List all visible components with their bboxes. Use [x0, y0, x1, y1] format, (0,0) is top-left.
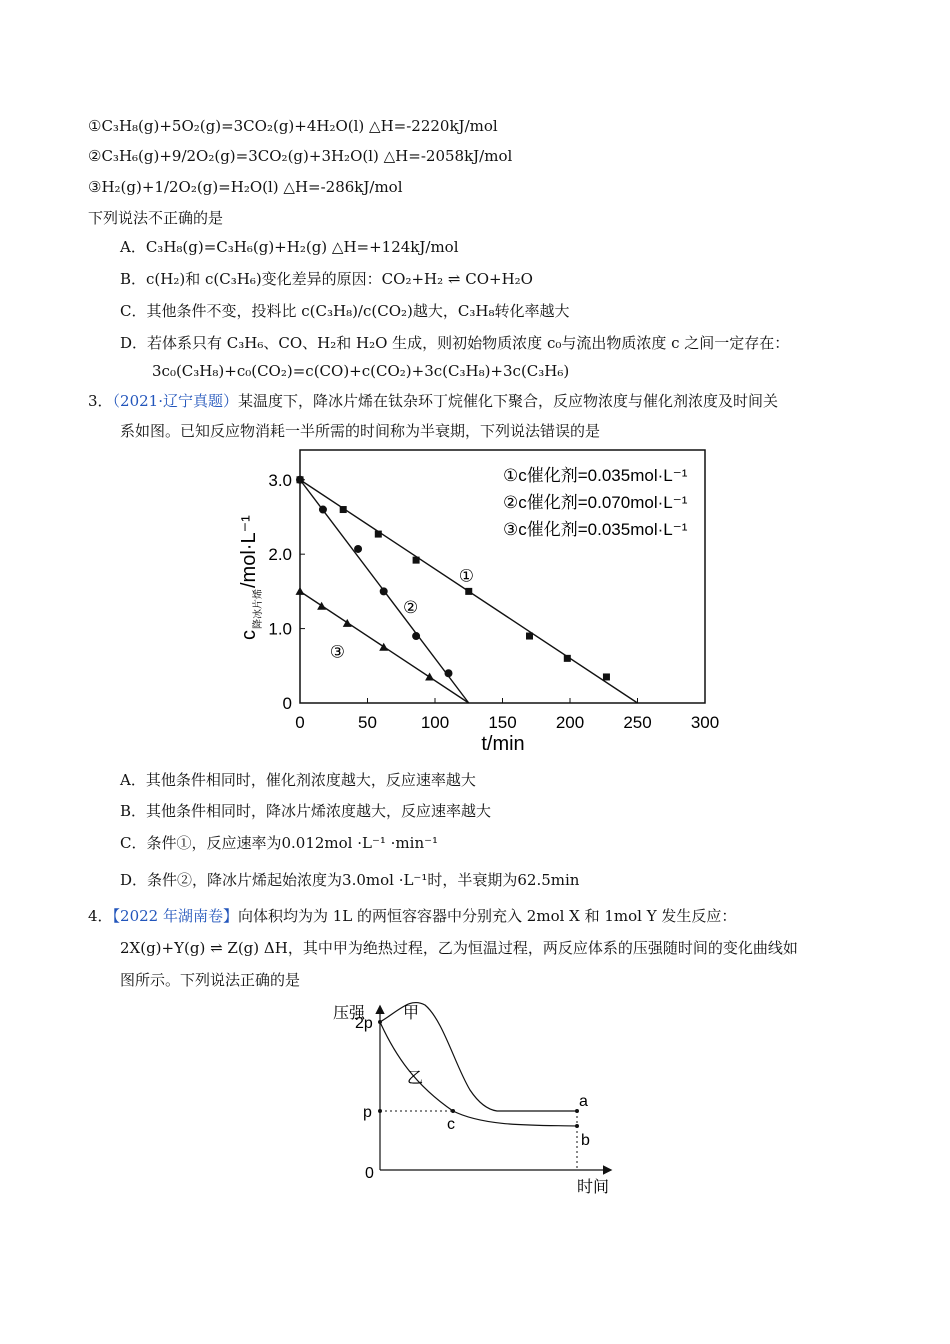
- series-2-point: [354, 545, 362, 553]
- label-origin: 0: [365, 1165, 374, 1182]
- x-label: 时间: [577, 1179, 610, 1196]
- q3-header: [88, 391, 778, 411]
- x-tick-label: 150: [488, 713, 517, 732]
- q3-option-d: D．条件②，降冰片烯起始浓度为3.0mol ·L⁻¹时，半衰期为62.5min: [120, 871, 580, 889]
- series-3-point: [296, 587, 305, 595]
- series-1-point: [340, 506, 347, 513]
- y-axis-label: [238, 515, 264, 640]
- series-1-point: [375, 531, 382, 538]
- series-2-point: [319, 506, 327, 514]
- x-tick-label: 250: [623, 713, 652, 732]
- q4-stem-3: 图所示。下列说法正确的是: [120, 971, 301, 989]
- svg-text:/mol·L⁻¹: /mol·L⁻¹: [238, 515, 260, 588]
- q4-number: 4．: [88, 907, 113, 925]
- q4-source: 【2022 年湖南卷】: [112, 907, 238, 925]
- label-yi: 乙: [407, 1070, 424, 1087]
- curve-label-1: ①: [458, 566, 474, 586]
- q4-stem-1: 向体积均为为 1L 的两恒容容器中分别充入 2mol X 和 1mol Y 发生反应：: [238, 907, 737, 925]
- q2-option-d-formula: 3c₀(C₃H₈)+c₀(CO₂)=c(CO)+c(CO₂)+3c(C₃H₈)+3c(C₃H₆): [152, 362, 570, 380]
- series-2-point: [380, 587, 388, 595]
- y-label: 压强: [333, 1005, 366, 1022]
- q2-option-d: D．若体系只有 C₃H₆、CO、H₂和 H₂O 生成，则初始物质浓度 c₀与流出物质浓度 c 之间一定存在：: [120, 334, 790, 352]
- legend-entry-1: ①c催化剂=0.035mol·L⁻¹: [503, 466, 688, 485]
- q3-option-c: C．条件①，反应速率为0.012mol ·L⁻¹ ·min⁻¹: [120, 834, 439, 852]
- legend-entry-2: ②c催化剂=0.070mol·L⁻¹: [503, 493, 688, 512]
- y-tick-label: 2.0: [268, 545, 292, 565]
- q4-header: [88, 906, 736, 926]
- curve-label-2: ②: [403, 597, 419, 617]
- x-tick-label: 0: [295, 713, 305, 732]
- point-p: [378, 1109, 382, 1113]
- x-tick-label: 50: [358, 713, 377, 732]
- y-tick-label: 3.0: [268, 470, 292, 490]
- series-1-point: [603, 673, 610, 680]
- series-1-point: [564, 655, 571, 662]
- label-a: a: [579, 1093, 588, 1110]
- label-2p: 2p: [355, 1015, 373, 1032]
- series-2-point: [296, 476, 304, 484]
- point-2p: [378, 1020, 382, 1024]
- equation-3: ③H₂(g)+1/2O₂(g)=H₂O(l) △H=-286kJ/mol: [88, 178, 403, 196]
- concentration-time-chart: [225, 445, 745, 765]
- q3-stem-2: 系如图。已知反应物消耗一半所需的时间称为半衰期，下列说法错误的是: [120, 422, 601, 440]
- x-axis-label: t/min: [481, 733, 525, 755]
- svg-text:c: c: [238, 630, 260, 640]
- point-c: [451, 1109, 455, 1113]
- series-3-point: [425, 672, 434, 680]
- equation-1: ①C₃H₈(g)+5O₂(g)=3CO₂(g)+4H₂O(l) △H=-2220kJ/mol: [88, 117, 498, 135]
- series-1-point: [465, 588, 472, 595]
- plot-frame: [300, 450, 705, 703]
- q2-option-a: A．C₃H₈(g)=C₃H₆(g)+H₂(g) △H=+124kJ/mol: [120, 238, 459, 256]
- equation-2: ②C₃H₆(g)+9/2O₂(g)=3CO₂(g)+3H₂O(l) △H=-2058kJ/mol: [88, 147, 513, 165]
- y-tick-label: 0: [282, 694, 292, 713]
- q3-number: 3．: [88, 392, 113, 410]
- q2-option-c: C．其他条件不变，投料比 c(C₃H₈)/c(CO₂)越大，C₃H₈转化率越大: [120, 302, 570, 320]
- x-tick-label: 300: [690, 713, 720, 732]
- x-tick-label: 100: [420, 713, 450, 732]
- q4-stem-2: 2X(g)+Y(g) ⇌ Z(g) ΔH，其中甲为绝热过程，乙为恒温过程，两反应体系的压强随时间的变化曲线如: [120, 939, 798, 957]
- q3-option-a: A．其他条件相同时，催化剂浓度越大，反应速率越大: [120, 771, 476, 789]
- series-2-point: [412, 632, 420, 640]
- q3-stem-1: 某温度下，降冰片烯在钛杂环丁烷催化下聚合，反应物浓度与催化剂浓度及时间关: [238, 392, 779, 410]
- point-b: [575, 1124, 579, 1128]
- x-tick-label: 200: [555, 713, 585, 732]
- series-2-point: [445, 669, 453, 677]
- q2-stem: 下列说法不正确的是: [88, 209, 224, 227]
- legend-entry-3: ③c催化剂=0.035mol·L⁻¹: [503, 520, 688, 539]
- pressure-time-chart: [325, 995, 645, 1200]
- series-1-point: [526, 633, 533, 640]
- q3-source: （2021·辽宁真题）: [112, 392, 238, 410]
- q2-option-b: B．c(H₂)和 c(C₃H₆)变化差异的原因：CO₂+H₂ ⇌ CO+H₂O: [120, 270, 533, 288]
- y-tick-label: 1.0: [268, 619, 292, 639]
- label-jia: 甲: [403, 1005, 420, 1022]
- curve-label-3: ③: [329, 642, 345, 662]
- label-c: c: [447, 1116, 455, 1133]
- label-p: p: [363, 1104, 372, 1121]
- q3-option-b: B．其他条件相同时，降冰片烯浓度越大，反应速率越大: [120, 802, 492, 820]
- series-1-point: [413, 557, 420, 564]
- label-b: b: [581, 1132, 590, 1149]
- svg-text:降冰片烯: 降冰片烯: [253, 589, 264, 629]
